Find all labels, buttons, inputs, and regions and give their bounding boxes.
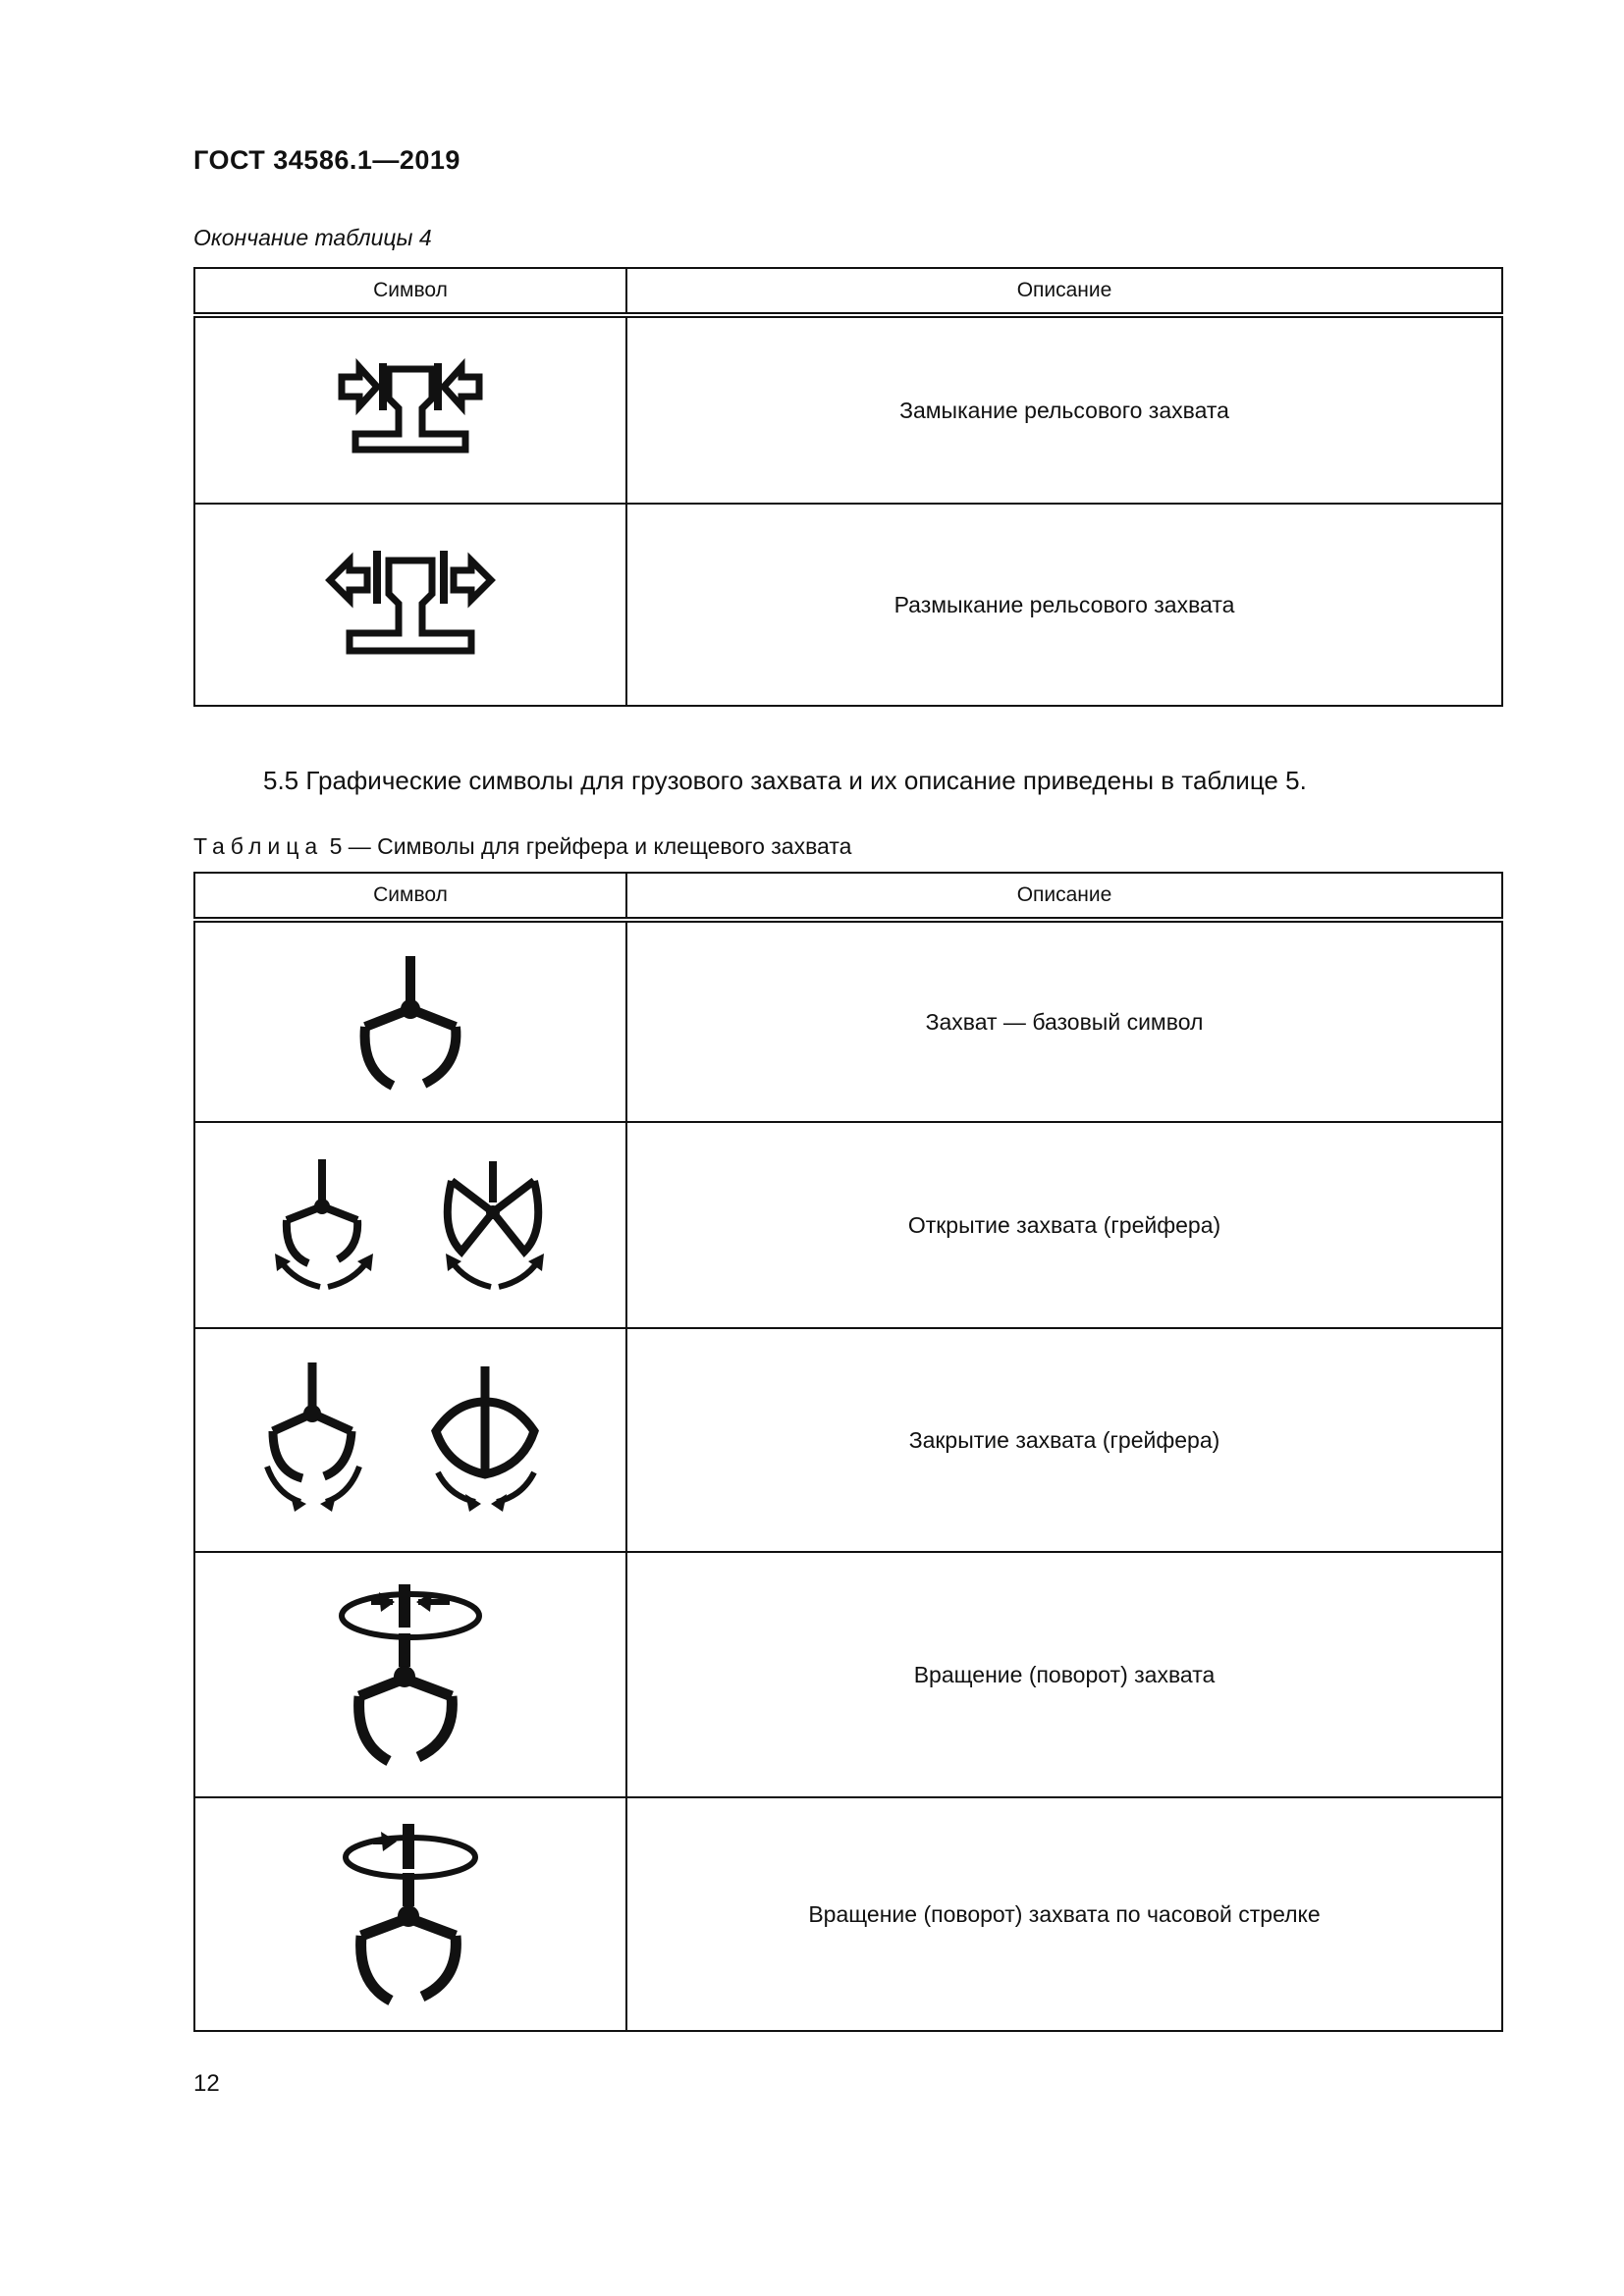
table-row	[194, 315, 1502, 504]
table-row	[194, 1328, 1502, 1552]
grab-rotate-clockwise-icon	[332, 1816, 489, 2012]
table-header-row	[194, 873, 1502, 920]
column-header-symbol: Символ	[194, 268, 626, 315]
table-row	[194, 1552, 1502, 1797]
table-row	[194, 1797, 1502, 2031]
description-cell: Вращение (поворот) захвата по часовой стрелке	[626, 1797, 1502, 2031]
grab-rotate-icon	[332, 1576, 489, 1773]
symbol-cell	[194, 920, 626, 1122]
table-label: Таблица	[193, 833, 324, 859]
description-cell: Закрытие захвата (грейфера)	[626, 1328, 1502, 1552]
table-row	[194, 920, 1502, 1122]
document-header: ГОСТ 34586.1—2019	[193, 145, 460, 175]
description-cell: Открытие захвата (грейфера)	[626, 1122, 1502, 1328]
table-row	[194, 504, 1502, 706]
paragraph-5-5: 5.5 Графические символы для грузового захвата и их описание приведены в таблице 5.	[263, 766, 1307, 795]
rail-clamp-close-icon	[322, 342, 499, 479]
column-header-symbol: Символ	[194, 873, 626, 920]
description-cell: Вращение (поворот) захвата	[626, 1552, 1502, 1797]
table-4	[193, 267, 1503, 707]
symbol-cell	[194, 1552, 626, 1797]
page-number: 12	[193, 2070, 220, 2097]
symbol-cell	[194, 1797, 626, 2031]
column-header-description: Описание	[626, 873, 1502, 920]
column-header-description: Описание	[626, 268, 1502, 315]
table-title-text: 5 — Символы для грейфера и клещевого захвата	[323, 833, 852, 859]
symbol-cell	[194, 1122, 626, 1328]
rail-clamp-open-icon	[312, 531, 509, 678]
table-5	[193, 872, 1503, 2032]
grab-close-icon	[234, 1357, 587, 1523]
symbol-cell	[194, 1328, 626, 1552]
description-cell: Захват — базовый символ	[626, 920, 1502, 1122]
description-cell: Замыкание рельсового захвата	[626, 315, 1502, 504]
table-row	[194, 1122, 1502, 1328]
table-header-row	[194, 268, 1502, 315]
description-cell: Размыкание рельсового захвата	[626, 504, 1502, 706]
table4-caption: Окончание таблицы 4	[193, 225, 432, 250]
table5-title	[193, 833, 851, 860]
grab-open-icon	[244, 1151, 577, 1299]
symbol-cell	[194, 504, 626, 706]
grab-base-icon	[342, 948, 479, 1095]
symbol-cell	[194, 315, 626, 504]
